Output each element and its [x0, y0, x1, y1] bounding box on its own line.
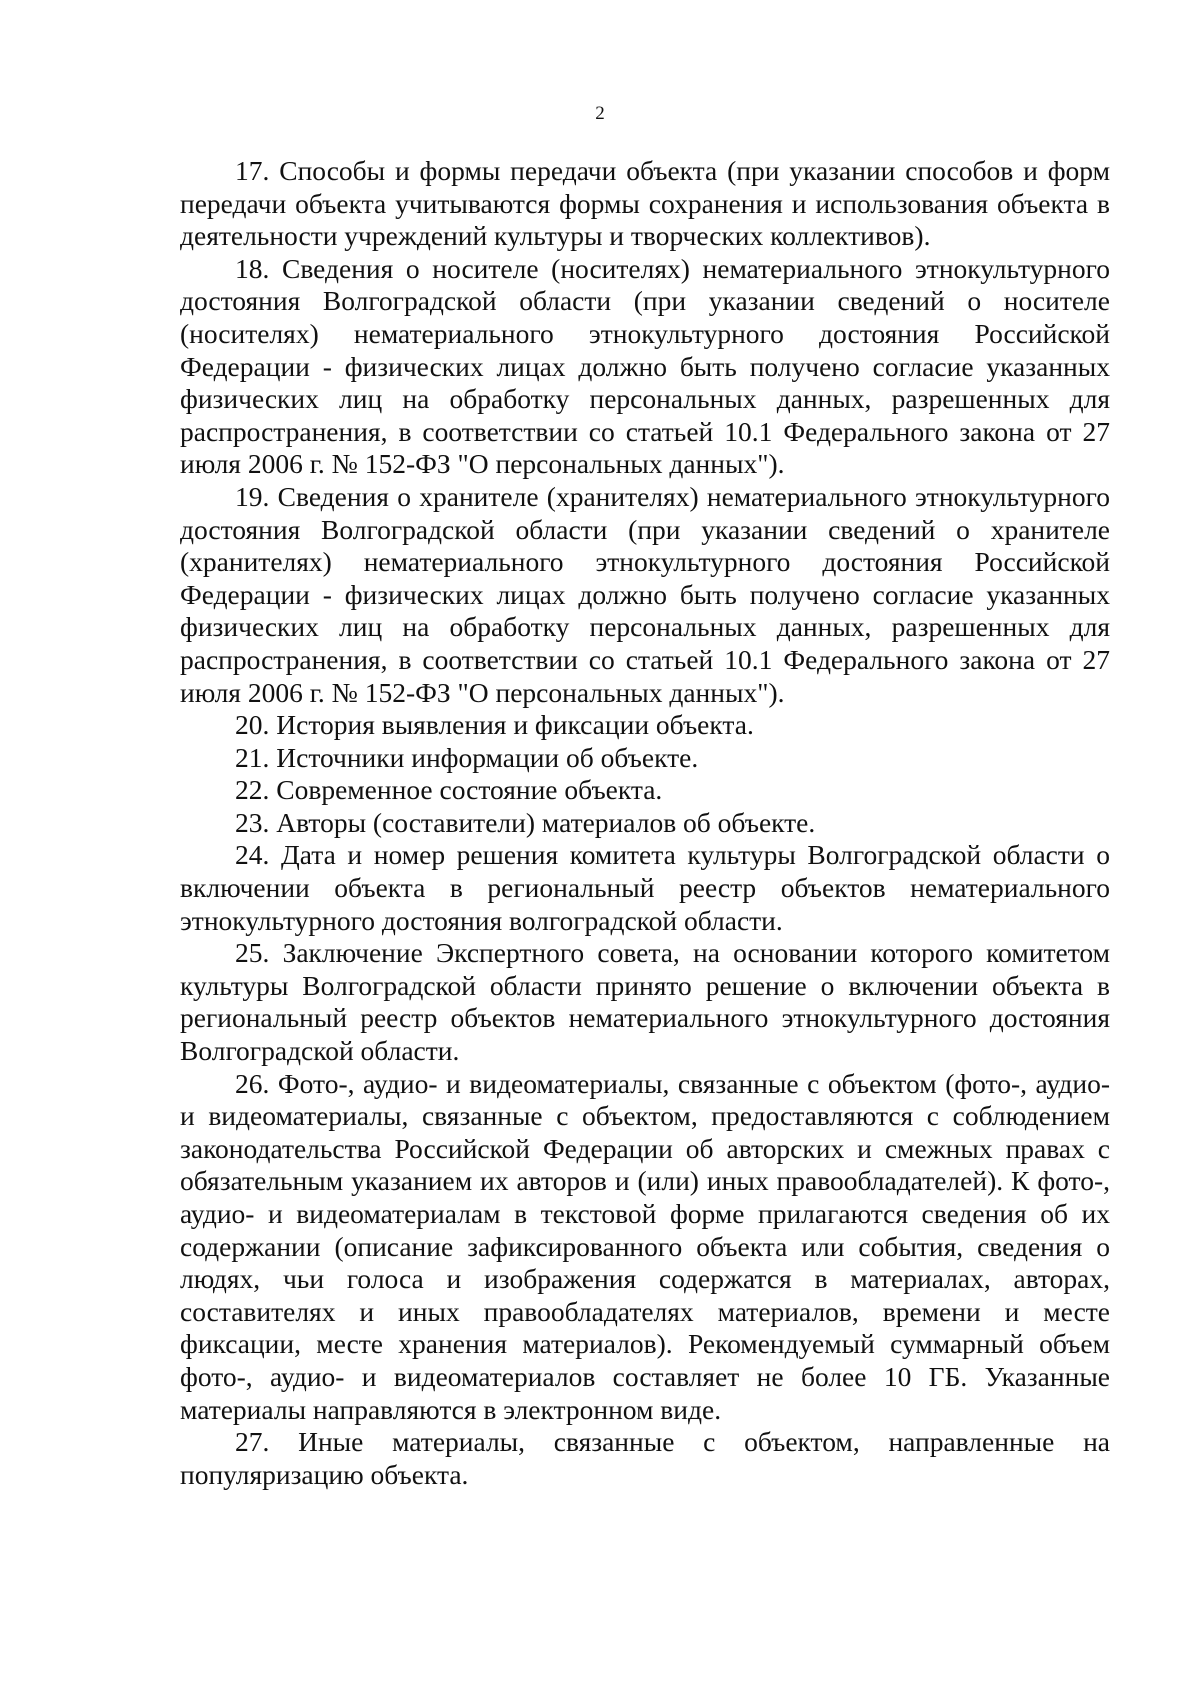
paragraph-17: 17. Способы и формы передачи объекта (при указании способов и форм передачи объекта учитываются формы сохранения и использования объекта в деятельности учреждений культуры и творческих коллективов). — [180, 155, 1110, 252]
paragraph-18: 18. Сведения о носителе (носителях) нематериального этнокультурного достояния Волгоградской области (при указании сведений о носителе (носителях) нематериального этнокультурного достояния Российской Федерации - физических лицах должно быть получено согласие указанных физических лиц на обработку персональных данных, разрешенных для распространения, в соответствии со статьей 10.1 Федерального закона от 27 июля 2006 г. № 152-ФЗ "О персональных данных"). — [180, 252, 1110, 480]
paragraph-24: 24. Дата и номер решения комитета культуры Волгоградской области о включении объекта в региональный реестр объектов нематериального этнокультурного достояния волгоградской области. — [180, 839, 1110, 936]
paragraph-22: 22. Современное состояние объекта. — [235, 774, 663, 806]
paragraph-19: 19. Сведения о хранителе (хранителях) нематериального этнокультурного достояния Волгоградской области (при указании сведений о хранителе (хранителях) нематериального этнокультурного достояния Российской Федерации - физических лицах должно быть получено согласие указанных физических лиц на обработку персональных данных, разрешенных для распространения, в соответствии со статьей 10.1 Федерального закона от 27 июля 2006 г. № 152-ФЗ "О персональных данных"). — [180, 480, 1110, 708]
paragraph-20: 20. История выявления и фиксации объекта. — [235, 709, 754, 741]
paragraph-21: 21. Источники информации об объекте. — [235, 741, 699, 773]
page-number: 2 — [595, 103, 605, 124]
paragraph-26: 26. Фото-, аудио- и видеоматериалы, связанные с объектом (фото-, аудио- и видеоматериалы, связанные с объектом, предоставляются с соблюдением законодательства Российской Федерации об авторских и смежных правах с обязательным указанием их авторов и (или) иных правообладателей). К фото-, аудио- и видеоматериалам в текстовой форме прилагаются сведения об их содержании (описание зафиксированного объекта или события, сведения о людях, чьи голоса и изображения содержатся в материалах, авторах, составителях и иных правообладателях материалов, времени и месте фиксации, месте хранения материалов). Рекомендуемый суммарный объем фото-, аудио- и видеоматериалов составляет не более 10 ГБ. Указанные материалы направляются в электронном виде. — [180, 1067, 1110, 1425]
paragraph-25: 25. Заключение Экспертного совета, на основании которого комитетом культуры Волгоградской области принято решение о включении объекта в региональный реестр объектов нематериального этнокультурного достояния Волгоградской области. — [180, 937, 1110, 1067]
document-body — [180, 155, 1110, 1491]
paragraph-23: 23. Авторы (составители) материалов об объекте. — [235, 806, 816, 838]
paragraph-27: 27. Иные материалы, связанные с объектом, направленные на популяризацию объекта. — [180, 1426, 1110, 1490]
